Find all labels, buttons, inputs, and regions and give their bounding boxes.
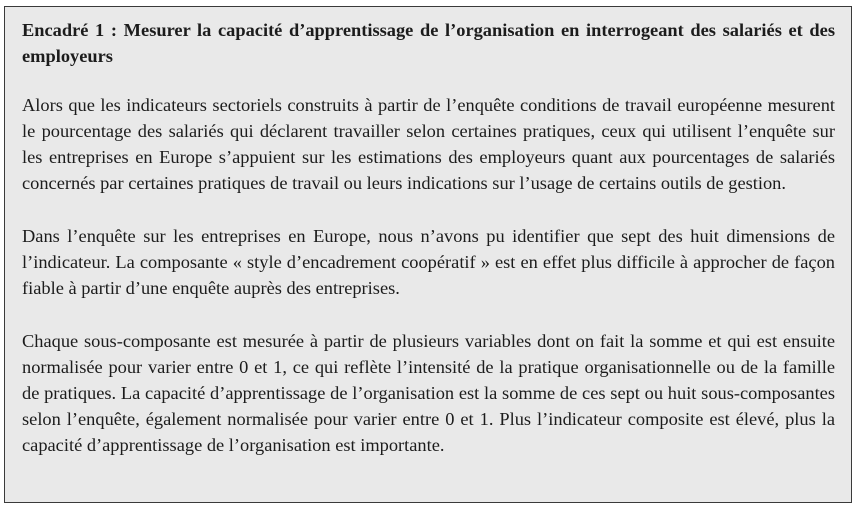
box-title: Encadré 1 : Mesurer la capacité d’apprentissage de l’organisation en interrogeant des salariés et des employeurs [22, 20, 835, 66]
paragraph-3: Chaque sous-composante est mesurée à partir de plusieurs variables dont on fait la somme et qui est ensuite normalisée pour varier entre 0 et 1, ce qui reflète l’intensité de la pratique organisationnelle ou de la famille de pratiques. La capacité d’apprentissage de l’organisation est la somme de ces sept ou huit sous-composantes selon l’enquête, également normalisée pour varier entre 0 et 1. Plus l’indicateur composite est élevé, plus la capacité d’apprentissage de l’organisation est importante. [22, 331, 835, 455]
text-box-encadre [4, 6, 852, 503]
paragraph-1: Alors que les indicateurs sectoriels construits à partir de l’enquête conditions de travail européenne mesurent le pourcentage des salariés qui déclarent travailler selon certaines pratiques, ceux qui utilisent l’enquête sur les entreprises en Europe s’appuient sur les estimations des employeurs quant aux pourcentages de salariés concernés par certaines pratiques de travail ou leurs indications sur l’usage de certains outils de gestion. [22, 95, 835, 193]
paragraph-2: Dans l’enquête sur les entreprises en Europe, nous n’avons pu identifier que sept des huit dimensions de l’indicateur. La composante « style d’encadrement coopératif » est en effet plus difficile à approcher de façon fiable à partir d’une enquête auprès des entreprises. [22, 226, 835, 298]
